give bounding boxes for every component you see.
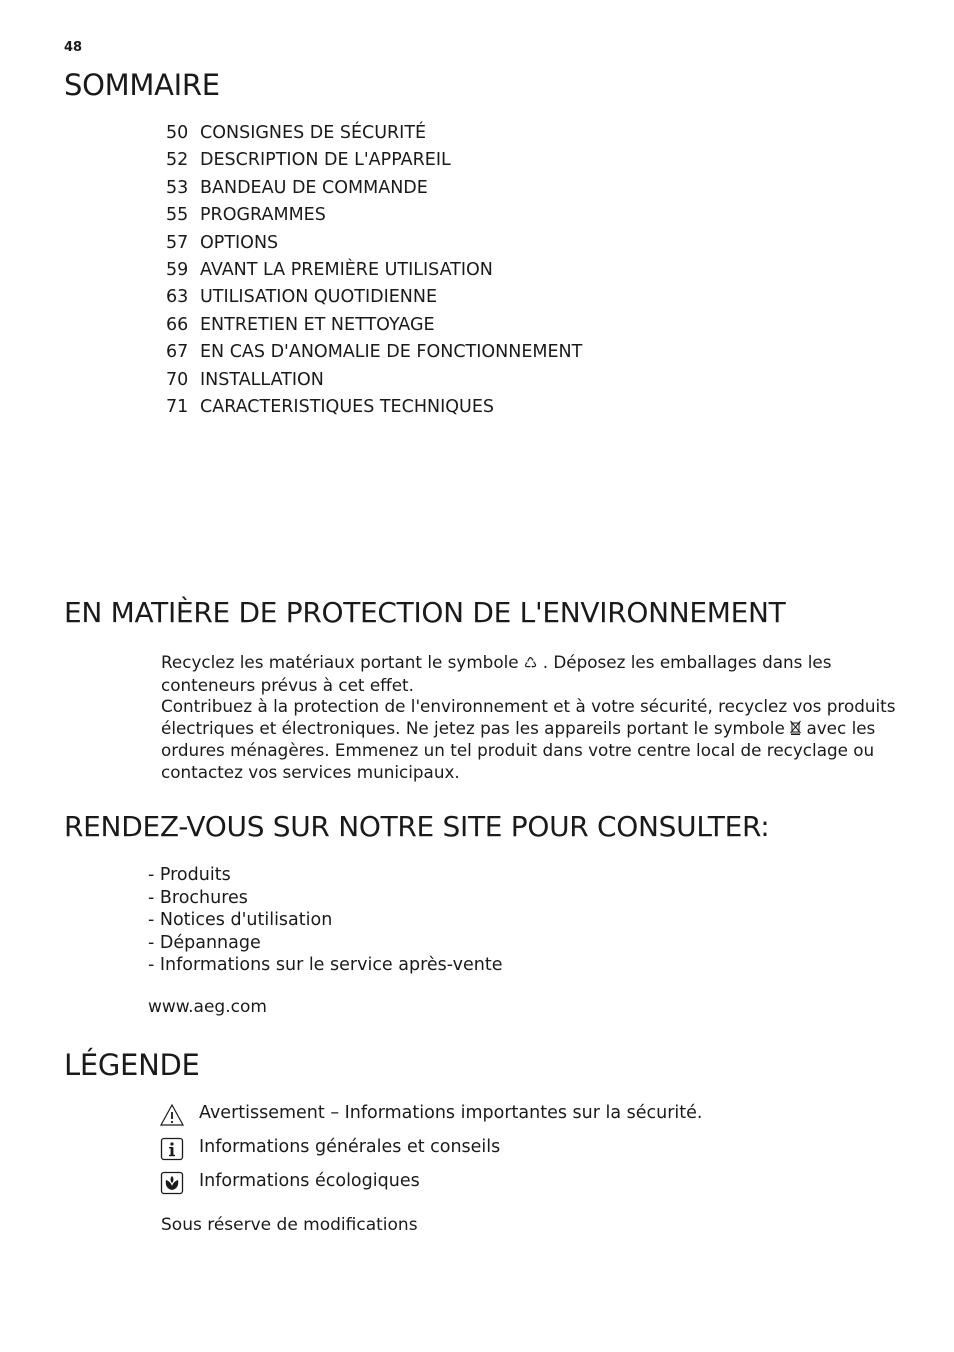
toc-item[interactable] [166,339,582,366]
list-item: - Produits [148,865,231,885]
warning-icon [160,1103,184,1127]
toc-page: 50 [166,123,189,143]
legend-title: LÉGENDE [64,1048,200,1082]
toc-label: INSTALLATION [200,369,324,390]
toc-label: EN CAS D'ANOMALIE DE FONCTIONNEMENT [200,342,583,363]
page-number: 48 [64,40,83,55]
toc-item[interactable] [166,284,582,311]
toc-page: 53 [166,177,189,198]
toc-label: ENTRETIEN ET NETTOYAGE [200,314,435,335]
table-of-contents [166,120,582,421]
site-url-link[interactable]: www.aeg.com [148,997,267,1017]
legend-item-warning [160,1100,702,1134]
toc-label: UTILISATION QUOTIDIENNE [200,287,438,308]
toc-label: OPTIONS [200,232,279,253]
toc-page: 55 [166,205,189,226]
toc-page: 66 [166,314,189,335]
toc-label: DESCRIPTION DE L'APPAREIL [200,150,451,171]
list-item: - Notices d'utilisation [148,910,333,931]
site-list [148,864,502,977]
environment-text [161,652,896,784]
toc-item[interactable] [166,147,582,174]
recycle-icon: ♺ [523,654,538,672]
site-title: RENDEZ-VOUS SUR NOTRE SITE POUR CONSULTER: [64,810,770,843]
crossed-bin-icon [790,719,801,741]
toc-item[interactable] [166,367,582,394]
toc-label: PROGRAMMES [200,205,326,226]
toc-page: 63 [166,287,189,308]
toc-label: CONSIGNES DE SÉCURITÉ [200,123,427,143]
env-text-span: avec les ordures ménagères. Emmenez un tel produit dans votre centre local de recyclage ou contactez vos services municipaux. [161,717,876,782]
toc-page: 71 [166,396,189,417]
toc-item[interactable] [166,175,582,202]
eco-icon [160,1171,184,1195]
env-text-span: Contribuez à la protection de l'environnement et à votre sécurité, recyclez vos produits électriques et électroniques. Ne jetez pas les appareils portant le symbole [161,696,896,738]
toc-item[interactable] [166,230,582,257]
legend-item-eco [160,1168,702,1202]
env-text-span: Recyclez les matériaux portant le symbole [161,652,519,672]
toc-item[interactable] [166,257,582,284]
toc-page: 57 [166,232,189,253]
environment-title: EN MATIÈRE DE PROTECTION DE L'ENVIRONNEMENT [64,596,786,629]
environment-paragraph-2 [161,696,896,783]
legend-text: Avertissement – Informations importantes sur la sécurité. [199,1103,703,1123]
toc-item[interactable] [166,394,582,421]
toc-label: CARACTERISTIQUES TECHNIQUES [200,396,494,417]
notice-text: Sous réserve de modifications [161,1215,418,1235]
toc-label: AVANT LA PREMIÈRE UTILISATION [200,259,493,280]
list-item: - Brochures [148,887,248,908]
toc-item[interactable] [166,202,582,229]
environment-paragraph-1 [161,652,896,696]
toc-page: 59 [166,259,189,280]
sommaire-title: SOMMAIRE [64,68,220,102]
toc-page: 67 [166,342,189,363]
legend-list [160,1100,702,1202]
toc-page: 52 [166,150,189,171]
list-item: - Informations sur le service après-vente [148,955,503,976]
toc-item[interactable] [166,312,582,339]
env-text-span: . Déposez les emballages dans les conteneurs prévus à cet effet. [161,652,832,695]
legend-item-info [160,1134,702,1168]
legend-text: Informations générales et conseils [199,1137,501,1157]
toc-label: BANDEAU DE COMMANDE [200,177,428,198]
info-icon [160,1137,184,1161]
list-item: - Dépannage [148,932,261,953]
toc-page: 70 [166,369,189,390]
legend-text: Informations écologiques [199,1171,420,1191]
toc-item[interactable] [166,120,582,147]
